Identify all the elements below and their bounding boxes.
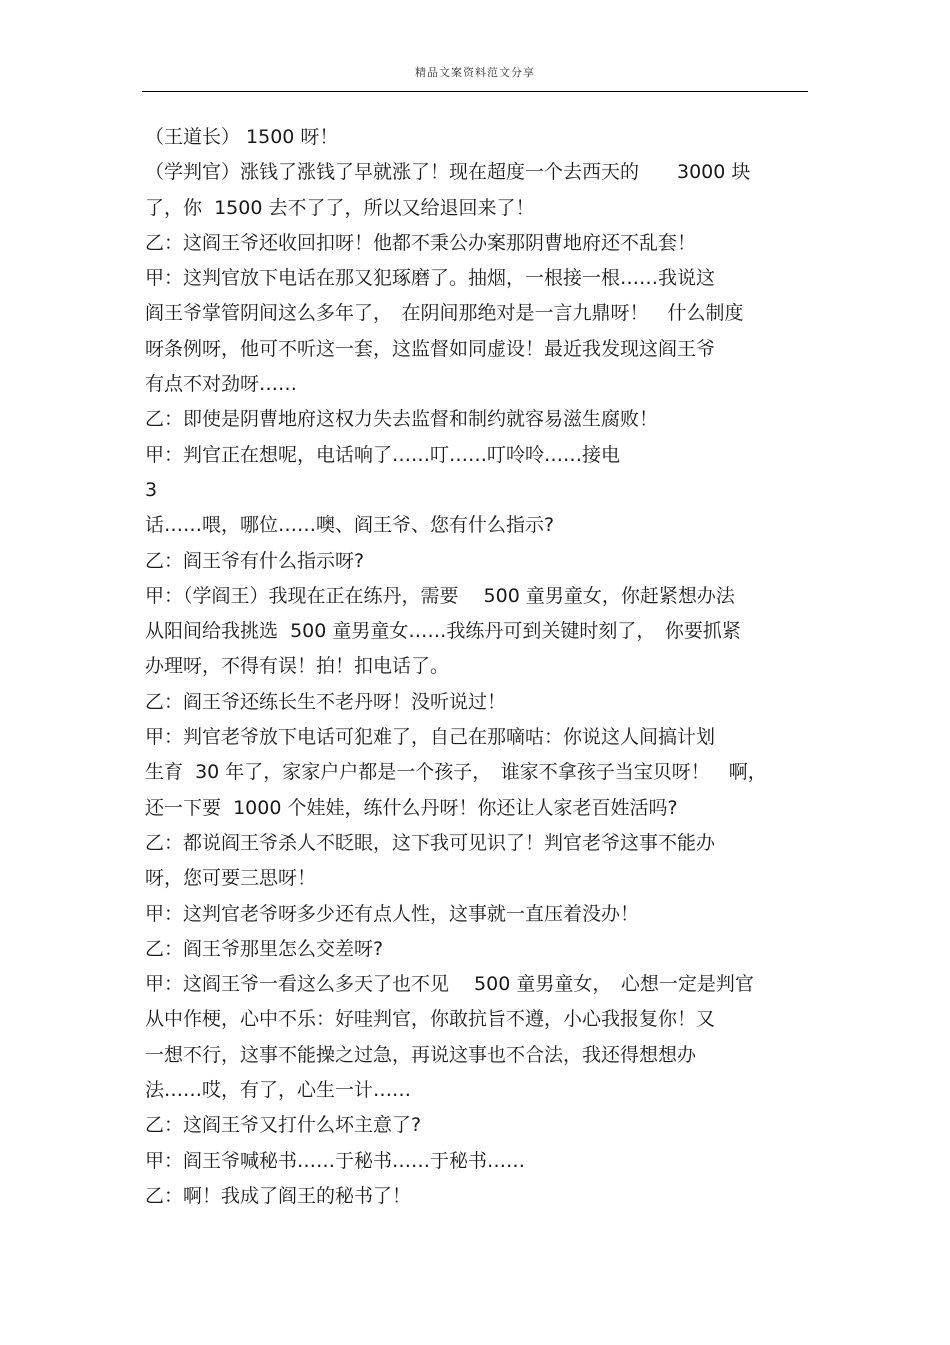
text-line: 乙：阎王爷有什么指示呀? — [145, 549, 365, 572]
text-line: 还一下要 1000 个娃娃，练什么丹呀！你还让人家老百姓活吗? — [145, 796, 678, 819]
text-line: 乙：阎王爷还练长生不老丹呀！没听说过！ — [145, 690, 507, 713]
text-line: 乙：阎王爷那里怎么交差呀? — [145, 937, 384, 960]
text-line: 生育 30 年了，家家户户都是一个孩子， 谁家不拿孩子当宝贝呀！ 啊， — [145, 761, 767, 784]
text-line: 甲：这阎王爷一看这么多天了也不见 500 童男童女， 心想一定是判官 — [145, 973, 754, 996]
text-line: 呀，您可要三思呀！ — [145, 867, 317, 890]
text-line: 乙：这阎王爷还收回扣呀！他都不秉公办案那阴曹地府还不乱套！ — [145, 231, 697, 254]
text-line: 甲：这判官老爷呀多少还有点人性，这事就一直压着没办！ — [145, 902, 640, 925]
text-line: 甲：判官正在想呢，电话响了……叮……叮呤呤……接电 — [145, 443, 621, 466]
text-line: 从阳间给我挑选 500 童男童女……我练丹可到关键时刻了， 你要抓紧 — [145, 620, 741, 643]
text-line: 甲：这判官放下电话在那又犯琢磨了。抽烟，一根接一根……我说这 — [145, 267, 716, 290]
page-header: 精品文案资料范文分享 — [415, 66, 535, 79]
text-line: （王道长） 1500 呀！ — [145, 126, 339, 148]
text-line: 法……哎，有了，心生一计…… — [145, 1079, 412, 1102]
text-line: 从中作梗，心中不乐：好哇判官，你敢抗旨不遵，小心我报复你！又 — [145, 1008, 716, 1031]
text-line: 一想不行，这事不能操之过急，再说这事也不合法，我还得想想办 — [145, 1043, 697, 1066]
text-line: 了，你 1500 去不了了，所以又给退回来了！ — [145, 196, 535, 219]
text-line: 乙：都说阎王爷杀人不眨眼，这下我可见识了！判官老爷这事不能办 — [145, 831, 716, 854]
text-line: 话……喂，哪位……噢、阎王爷、您有什么指示? — [145, 514, 555, 537]
text-line: 乙：啊！我成了阎王的秘书了！ — [145, 1184, 412, 1207]
text-line: 有点不对劲呀…… — [145, 373, 298, 396]
text-line: 甲：阎王爷喊秘书……于秘书……于秘书…… — [145, 1149, 526, 1172]
text-line: （学判官）涨钱了涨钱了早就涨了！现在超度一个去西天的 3000 块 — [145, 161, 751, 184]
text-line: 甲：（学阎王）我现在正在练丹，需要 500 童男童女，你赶紧想办法 — [145, 584, 735, 607]
document-body — [145, 120, 807, 1214]
header-divider — [142, 91, 808, 92]
text-line: 乙：这阎王爷又打什么坏主意了? — [145, 1114, 422, 1137]
text-line: 呀条例呀，他可不听这一套，这监督如同虚设！最近我发现这阎王爷 — [145, 337, 716, 360]
text-line: 乙：即使是阴曹地府这权力失去监督和制约就容易滋生腐败！ — [145, 408, 659, 431]
text-line: 阎王爷掌管阴间这么多年了， 在阴间那绝对是一言九鼎呀！ 什么制度 — [145, 302, 744, 325]
text-line: 甲：判官老爷放下电话可犯难了，自己在那嘀咕：你说这人间搞计划 — [145, 726, 716, 749]
text-line: 办理呀，不得有误！拍！扣电话了。 — [145, 655, 450, 678]
page-number: 3 — [145, 478, 158, 501]
